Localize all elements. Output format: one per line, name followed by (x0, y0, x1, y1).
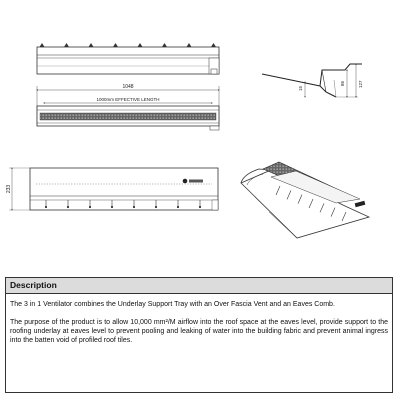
description-panel (5, 277, 393, 393)
clip-head (111, 206, 113, 208)
dimension-86-label: 86 (340, 80, 345, 86)
description-heading: Description (6, 278, 392, 294)
dimension-15-label: 15 (298, 85, 303, 91)
overall-length-label: 1048 (122, 84, 134, 90)
plan-height-label: 233 (6, 184, 12, 194)
dimension-127-label: 127 (358, 80, 363, 88)
comb-tooth (64, 43, 69, 47)
front-view (37, 84, 219, 130)
clip-head (199, 206, 201, 208)
comb-tooth (187, 43, 192, 47)
comb-tooth (162, 43, 167, 47)
clip-head (67, 206, 69, 208)
cross-section-view (262, 64, 363, 97)
top-elevation-view (37, 43, 219, 74)
comb-tooth (40, 43, 45, 47)
isometric-view (241, 162, 369, 238)
mesh-strip (40, 113, 216, 120)
description-paragraph-2: The purpose of the product is to allow 10,000 mm²/M airflow into the roof space at the eaves level, provide support to the roofing underlay at eaves level to prevent pooling and leaking of water into the building fabric and prevent animal ingress into the batten void of profiled roof tiles. (10, 319, 388, 344)
tray-outline (37, 47, 219, 74)
description-body (6, 294, 392, 345)
comb-teeth-top (40, 43, 217, 47)
comb-tooth (113, 43, 118, 47)
clip-head (89, 206, 91, 208)
plan-outline (30, 168, 218, 210)
clip-head (155, 206, 157, 208)
description-paragraph-1: The 3 in 1 Ventilator combines the Underlay Support Tray with an Over Fascia Vent and an Eaves Comb. (10, 301, 335, 308)
effective-length-label: 1000mm EFFECTIVE LENGTH (96, 97, 160, 102)
plan-view (6, 168, 218, 210)
comb-tooth (138, 43, 143, 47)
clip-head (45, 206, 47, 208)
comb-tooth (211, 43, 216, 47)
comb-tooth (89, 43, 94, 47)
clip-head (177, 206, 179, 208)
clip-head (133, 206, 135, 208)
